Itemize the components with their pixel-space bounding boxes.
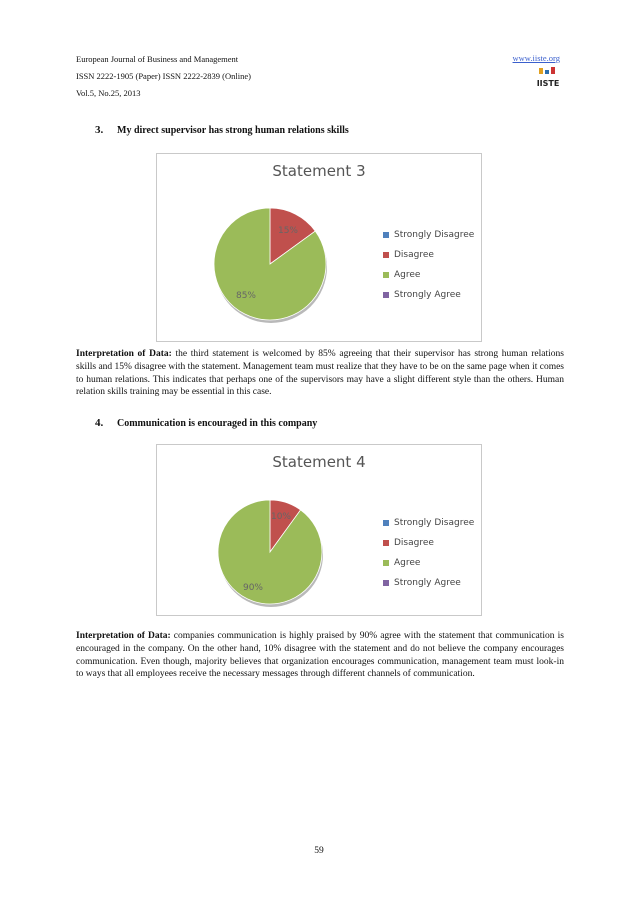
interpretation-label: Interpretation of Data: (76, 349, 172, 359)
legend-label: Strongly Agree (394, 578, 461, 588)
logo-text: IISTE (537, 79, 559, 88)
legend-label: Disagree (394, 538, 434, 548)
interpretation-label: Interpretation of Data: (76, 631, 171, 641)
legend-swatch (383, 540, 389, 546)
section4-title: Communication is encouraged in this company (117, 418, 318, 429)
legend-swatch (383, 292, 389, 298)
legend-item (383, 230, 474, 250)
section3-heading (95, 124, 349, 136)
journal-url-link[interactable]: www.iiste.org (512, 53, 560, 63)
section3-number: 3. (95, 124, 104, 136)
journal-name: European Journal of Business and Management (76, 54, 239, 64)
volume-line: Vol.5, No.25, 2013 (76, 88, 141, 98)
section3-title: My direct supervisor has strong human relations skills (117, 125, 349, 136)
section4-number: 4. (95, 417, 104, 429)
legend-swatch (383, 272, 389, 278)
legend-label: Strongly Disagree (394, 518, 475, 528)
interpretation-text: the third statement is welcomed by 85% agreeing that their supervisor has strong human relations skills and 15% disagree with the statement. Management team must realize that they have to be on the same page when it comes to human relations. This indicates that perhaps one of the supervisors may have a slight different style than the others. Human relation skills training may be essential in this case. (76, 349, 564, 398)
section4-heading (95, 417, 317, 429)
pie-data-label: 90% (242, 583, 264, 593)
section3-interpretation (76, 348, 564, 399)
chart-legend (383, 230, 474, 310)
chart-legend (383, 518, 474, 598)
chart-statement-3 (156, 153, 482, 342)
legend-label: Strongly Disagree (394, 230, 475, 240)
legend-item (383, 558, 474, 578)
legend-label: Agree (394, 558, 421, 568)
legend-item (383, 290, 474, 310)
interpretation-text: companies communication is highly praised by 90% agree with the statement that communication is encouraged in the company. On the other hand, 10% disagree with the statement and do not believe the company encourages communication. Even though, majority believes that organization encourages communication, management team must look-in to ways that all employees receive the necessary messages through different channels of communication. (76, 631, 564, 680)
legend-swatch (383, 560, 389, 566)
page-number: 59 (314, 846, 324, 856)
legend-swatch (383, 580, 389, 586)
legend-swatch (383, 252, 389, 258)
legend-swatch (383, 520, 389, 526)
section4-interpretation (76, 630, 564, 681)
legend-item (383, 518, 474, 538)
legend-label: Disagree (394, 250, 434, 260)
chart-title: Statement 4 (272, 453, 366, 471)
pie-data-label: 10% (270, 512, 292, 522)
legend-item (383, 270, 474, 290)
legend-label: Strongly Agree (394, 290, 461, 300)
chart-title: Statement 3 (272, 162, 366, 180)
chart-statement-4 (156, 444, 482, 616)
legend-item (383, 250, 474, 270)
legend-label: Agree (394, 270, 421, 280)
pie-data-label: 85% (235, 291, 257, 301)
legend-item (383, 578, 474, 598)
issn-line: ISSN 2222-1905 (Paper) ISSN 2222-2839 (Online) (76, 71, 251, 81)
legend-swatch (383, 232, 389, 238)
pie-data-label: 15% (277, 226, 299, 236)
iiste-logo-icon (537, 67, 559, 89)
legend-item (383, 538, 474, 558)
